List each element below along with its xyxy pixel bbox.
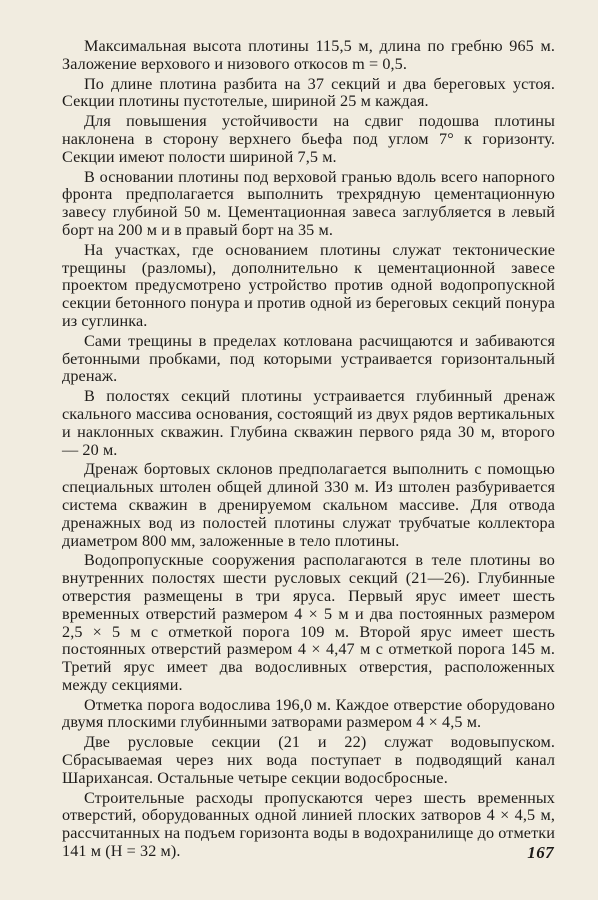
paragraph: Строительные расходы пропускаются через шесть временных отверстий, оборудованных одной линией плоских затворов 4 × 4,5 м, рассчитанных на подъем горизонта воды в водохранилище до отметки 141 м (H = 32 м). (62, 788, 555, 861)
paragraph: Для повышения устойчивости на сдвиг подошва плотины наклонена в сторону верхнего бьефа под углом 7° к горизонту. Секции имеют полости шириной 7,5 м. (62, 112, 555, 166)
paragraph: В полостях секций плотины устраивается глубинный дренаж скального массива основания, состоящий из двух рядов вертикальных и наклонных скважин. Глубина скважин первого ряда 30 м, второго — 20 м. (62, 387, 555, 459)
paragraph: Сами трещины в пределах котлована расчищаются и забиваются бетонными пробками, под которыми устраивается горизонтальный дренаж. (62, 331, 555, 386)
paragraph: Две русловые секции (21 и 22) служат водовыпуском. Сбрасываемая через них вода поступает в подводящий канал Шарихансая. Остальные четыре секции водосбросные. (62, 733, 555, 787)
page-number: 167 (527, 843, 554, 862)
paragraph: Отметка порога водослива 196,0 м. Каждое отверстие оборудовано двумя плоскими глубинными затворами размером 4 × 4,5 м. (62, 695, 555, 732)
paragraph: Максимальная высота плотины 115,5 м, длина по гребню 965 м. Заложение верхового и низового откосов m = 0,5. (62, 37, 555, 73)
paragraph: Дренаж бортовых склонов предполагается выполнить с помощью специальных штолен общей длиной 330 м. Из штолен разбуривается система скважин в дренируемом скальном массиве. Для отвода дренажных вод из полостей плотины служат трубчатые коллектора диаметром 800 мм, заложенные в тело плотины. (62, 460, 555, 550)
paragraph: В основании плотины под верховой гранью вдоль всего напорного фронта предполагается выполнить трехрядную цементационную завесу глубиной 50 м. Цементационная завеса заглубляется в левый борт на 200 м и в правый борт на 35 м. (62, 167, 555, 239)
paragraph: Водопропускные сооружения располагаются в теле плотины во внутренних полостях шести русловых секций (21—26). Глубинные отверстия размещены в три яруса. Первый ярус имеет шесть временных отверстий размером 4 × 5 м и два постоянных размером 2,5 × 5 м с отметкой порога 109 м. Второй ярус имеет шесть постоянных отверстий размером 4 × 4,47 м с отметкой порога 145 м. Третий ярус имеет два водосливных отверстия, расположенных между секциями. (62, 551, 555, 694)
paragraph: На участках, где основанием плотины служат тектонические трещины (разломы), дополнительно к цементационной завесе проектом предусмотрено устройство против одной водопропускной секции бетонного понура и против одной из береговых секций понура из суглинка. (62, 240, 555, 330)
paragraph: По длине плотина разбита на 37 секций и два береговых устоя. Секции плотины пустотелые, шириной 25 м каждая. (62, 74, 555, 111)
